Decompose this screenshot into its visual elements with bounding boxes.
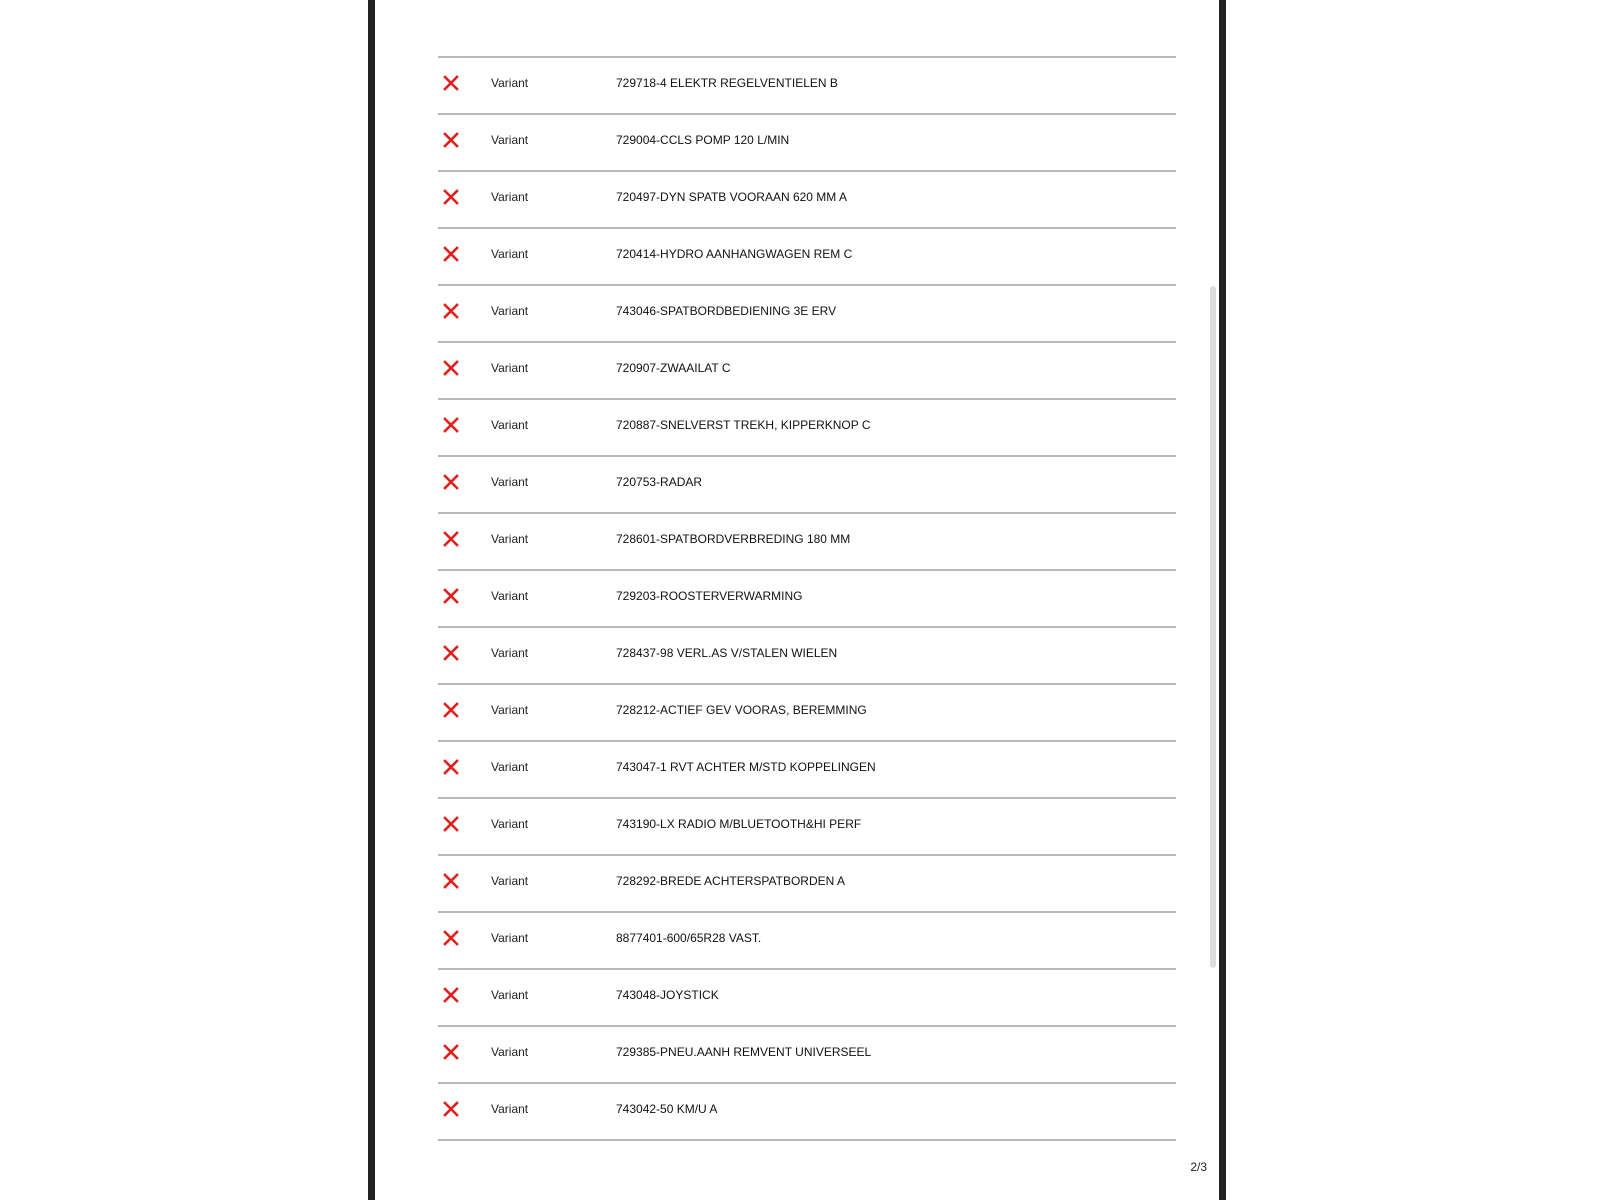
row-description: 720753-RADAR	[616, 475, 703, 489]
list-item	[438, 514, 1176, 571]
x-icon[interactable]	[443, 759, 459, 775]
row-description: 729203-ROOSTERVERWARMING	[616, 589, 803, 603]
row-type-label: Variant	[491, 817, 529, 831]
list-item	[438, 571, 1176, 628]
x-icon[interactable]	[443, 930, 459, 946]
row-description: 728601-SPATBORDVERBREDING 180 MM	[616, 532, 851, 546]
list-item	[438, 742, 1176, 799]
row-description: 720887-SNELVERST TREKH, KIPPERKNOP C	[616, 418, 871, 432]
row-description: 720907-ZWAAILAT C	[616, 361, 731, 375]
row-description: 728437-98 VERL.AS V/STALEN WIELEN	[616, 646, 838, 660]
row-description: 728212-ACTIEF GEV VOORAS, BEREMMING	[616, 703, 867, 717]
row-description: 720414-HYDRO AANHANGWAGEN REM C	[616, 247, 853, 261]
list-item	[438, 685, 1176, 742]
x-icon[interactable]	[443, 588, 459, 604]
row-description: 729718-4 ELEKTR REGELVENTIELEN B	[616, 76, 838, 90]
scrollbar-thumb[interactable]	[1210, 286, 1216, 968]
list-item	[438, 799, 1176, 856]
row-description: 729385-PNEU.AANH REMVENT UNIVERSEEL	[616, 1045, 872, 1059]
list-item	[438, 856, 1176, 913]
row-type-label: Variant	[491, 646, 529, 660]
row-type-label: Variant	[491, 703, 529, 717]
x-icon[interactable]	[443, 645, 459, 661]
x-icon[interactable]	[443, 1101, 459, 1117]
row-description: 743048-JOYSTICK	[616, 988, 719, 1002]
row-type-label: Variant	[491, 931, 529, 945]
row-type-label: Variant	[491, 1102, 529, 1116]
x-icon[interactable]	[443, 303, 459, 319]
document-page	[368, 0, 1226, 1200]
row-type-label: Variant	[491, 589, 529, 603]
row-description: 743047-1 RVT ACHTER M/STD KOPPELINGEN	[616, 760, 876, 774]
list-item	[438, 628, 1176, 685]
list-item	[438, 343, 1176, 400]
list-item	[438, 1027, 1176, 1084]
row-description: 720497-DYN SPATB VOORAAN 620 MM A	[616, 190, 847, 204]
list-item	[438, 286, 1176, 343]
row-description: 8877401-600/65R28 VAST.	[616, 931, 762, 945]
row-type-label: Variant	[491, 133, 529, 147]
x-icon[interactable]	[443, 132, 459, 148]
row-description: 743190-LX RADIO M/BLUETOOTH&HI PERF	[616, 817, 862, 831]
row-description: 728292-BREDE ACHTERSPATBORDEN A	[616, 874, 845, 888]
list-item	[438, 1084, 1176, 1141]
x-icon[interactable]	[443, 360, 459, 376]
row-type-label: Variant	[491, 247, 529, 261]
x-icon[interactable]	[443, 531, 459, 547]
row-type-label: Variant	[491, 1045, 529, 1059]
list-item	[438, 913, 1176, 970]
row-description: 743046-SPATBORDBEDIENING 3E ERV	[616, 304, 837, 318]
x-icon[interactable]	[443, 474, 459, 490]
row-type-label: Variant	[491, 988, 529, 1002]
row-description: 743042-50 KM/U A	[616, 1102, 718, 1116]
x-icon[interactable]	[443, 246, 459, 262]
row-type-label: Variant	[491, 76, 529, 90]
list-item	[438, 970, 1176, 1027]
list-item	[438, 229, 1176, 286]
list-item	[438, 115, 1176, 172]
row-description: 729004-CCLS POMP 120 L/MIN	[616, 133, 790, 147]
row-type-label: Variant	[491, 304, 529, 318]
x-icon[interactable]	[443, 873, 459, 889]
row-type-label: Variant	[491, 874, 529, 888]
x-icon[interactable]	[443, 189, 459, 205]
x-icon[interactable]	[443, 702, 459, 718]
x-icon[interactable]	[443, 816, 459, 832]
row-type-label: Variant	[491, 475, 529, 489]
row-type-label: Variant	[491, 760, 529, 774]
x-icon[interactable]	[443, 1044, 459, 1060]
x-icon[interactable]	[443, 75, 459, 91]
row-type-label: Variant	[491, 190, 529, 204]
list-item	[438, 457, 1176, 514]
list-item	[438, 172, 1176, 229]
row-type-label: Variant	[491, 418, 529, 432]
variant-list	[438, 56, 1176, 1141]
x-icon[interactable]	[443, 417, 459, 433]
scrollbar[interactable]	[1205, 0, 1219, 1200]
row-type-label: Variant	[491, 361, 529, 375]
list-item	[438, 400, 1176, 457]
x-icon[interactable]	[443, 987, 459, 1003]
row-type-label: Variant	[491, 532, 529, 546]
list-item	[438, 58, 1176, 115]
page-number: 2/3	[1190, 1160, 1207, 1174]
